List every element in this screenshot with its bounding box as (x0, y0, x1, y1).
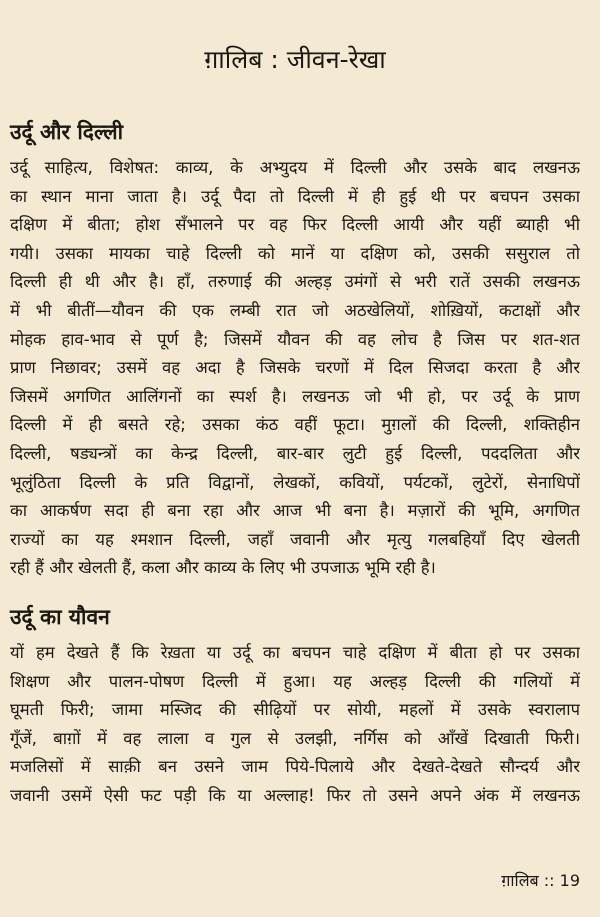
text-line: जिसमें अगणित आलिंगनों का स्पर्श है। लखनऊ जो भी हो, पर उर्दू के प्राण (10, 386, 580, 406)
section-urdu-and-delhi (10, 118, 580, 583)
section-heading: उर्दू और दिल्ली (10, 120, 124, 144)
text-line: जवानी उसमें ऐसी फट पड़ी कि या अल्लाह! फिर तो उसने अपने अंक में लखनऊ (10, 785, 580, 805)
page-title: ग़ालिब : जीवन-रेखा (204, 45, 386, 74)
text-line: दक्षिण में बीता; होश सँभालने पर वह फिर दिल्ली आयी और यहीं ब्याही भी (10, 215, 580, 235)
section-heading: उर्दू का यौवन (10, 604, 110, 629)
text-line: दिल्ली, षड्यन्त्रों का केन्द्र दिल्ली, बार-बार लुटी हुई दिल्ली, पददलिता और (10, 443, 580, 463)
text-line: मजलिसों में साक़ी बन उसने जाम पिये-पिलाये और देखते-देखते सौन्दर्य और (10, 757, 580, 777)
text-line: प्राण निछावर; उसमें वह अदा है जिसके चरणों में दिल सिजदा करता है और (10, 358, 580, 378)
paragraph (10, 154, 580, 583)
text-line: रही हैं और खेलती हैं, कला और काव्य के लिए भी उपजाऊ भूमि रही है। (10, 558, 436, 578)
text-line: दिल्ली में ही बसते रहे; उसका कंठ वहीं फूटा। मुग़लों की दिल्ली, शक्तिहीन (10, 415, 580, 435)
page-footer: ग़ालिब :: 19 (501, 871, 580, 890)
text-line: गूँजें, बाग़ों में वह लाला व गुल से उलझी, नर्गिस को आँखें दिखाती फिरी। (10, 728, 580, 748)
text-line: राज्यों का यह श्मशान दिल्ली, जहाँ जवानी और मृत्यु गलबहियाँ दिए खेलती (10, 529, 580, 549)
text-line: का स्थान माना जाता है। उर्दू पैदा तो दिल्ली में ही हुई थी पर बचपन उसका (10, 186, 580, 206)
text-line: दिल्ली ही थी और है। हाँ, तरुणाई की अल्हड़ उमंगों से भरी रातें उसकी लखनऊ (10, 272, 580, 292)
text-line: शिक्षण और पालन-पोषण दिल्ली में हुआ। यह अल्हड़ दिल्ली की गलियों में (10, 671, 580, 691)
text-line: गयी। उसका मायका चाहे दिल्ली को मानें या दक्षिण को, उसकी ससुराल तो (10, 243, 580, 263)
text-line: भूलुंठिता दिल्ली के प्रति विद्वानों, लेखकों, कवियों, पर्यटकों, लुटेरों, सेनाधिपों (10, 472, 580, 492)
text-line: उर्दू साहित्य, विशेषत: काव्य, के अभ्युदय में दिल्ली और उसके बाद लखनऊ (10, 158, 580, 177)
section-urdu-youth (10, 603, 580, 811)
paragraph (10, 639, 580, 811)
text-line: घूमती फिरी; जामा मस्जिद की सीढ़ियों पर सोयी, महलों में उसके स्वरालाप (10, 700, 580, 720)
text-line: मोहक हाव-भाव से पूर्ण है; जिसमें यौवन की वह लोच है जिस पर शत-शत (10, 329, 580, 349)
text-line: में भी बीतीं—यौवन की एक लम्बी रात जो अठखेलियों, शोख़ियों, कटाक्षों और (10, 300, 580, 320)
text-line: यों हम देखते हैं कि रेख़ता या उर्दू का बचपन चाहे दक्षिण में बीता हो पर उसका (10, 642, 580, 662)
text-line: का आकर्षण सदा ही बना रहा और आज भी बना है। मज़ारों की भूमि, अगणित (10, 501, 580, 521)
